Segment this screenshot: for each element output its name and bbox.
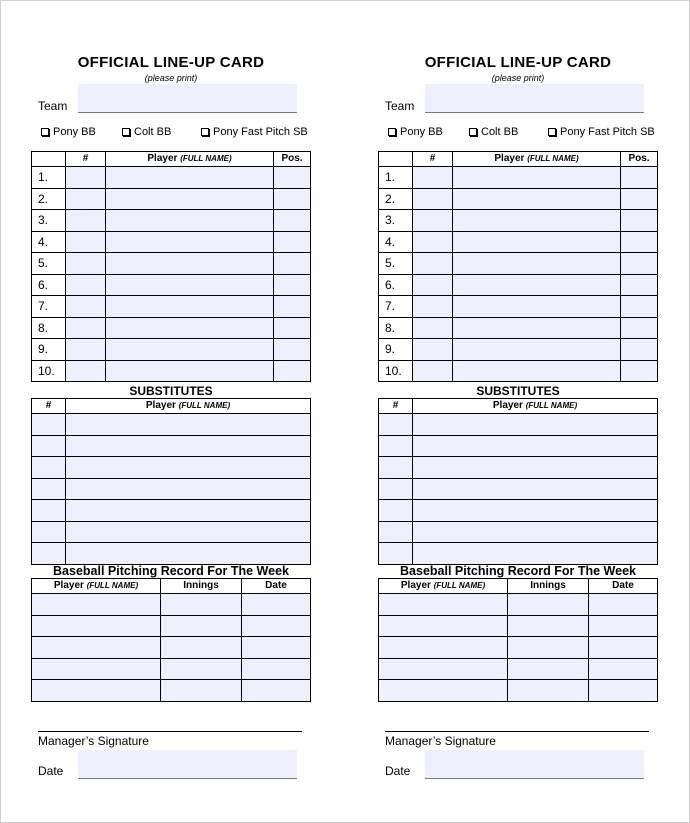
league-option[interactable] — [548, 126, 655, 138]
pitch-date-cell[interactable] — [242, 615, 311, 637]
signature-label: Manager’s Signature — [385, 734, 496, 748]
innings-cell[interactable] — [508, 594, 589, 616]
substitute-number-cell[interactable] — [32, 543, 66, 565]
substitute-row — [379, 500, 658, 522]
substitute-row — [32, 414, 311, 436]
pitching-record-table — [31, 578, 311, 702]
position-cell[interactable] — [274, 231, 311, 253]
league-option[interactable] — [201, 126, 308, 138]
player-name-cell[interactable] — [106, 339, 274, 361]
pitch-date-cell[interactable] — [242, 594, 311, 616]
position-cell[interactable] — [274, 317, 311, 339]
lineup-order-number: 5. — [379, 253, 413, 275]
uniform-number-cell[interactable] — [66, 253, 106, 275]
colt-bb-checkbox-icon[interactable] — [122, 128, 130, 136]
substitutes-header-player — [413, 399, 658, 414]
substitutes-title: SUBSTITUTES — [476, 384, 560, 398]
position-cell[interactable] — [621, 296, 658, 318]
lineup-header-player-label: Player — [494, 153, 525, 164]
player-name-cell[interactable] — [106, 253, 274, 275]
position-cell[interactable] — [274, 167, 311, 189]
player-name-cell[interactable] — [453, 253, 621, 275]
substitute-name-cell[interactable] — [66, 500, 311, 522]
player-name-cell[interactable] — [106, 167, 274, 189]
uniform-number-cell[interactable] — [413, 360, 453, 382]
pitcher-name-cell[interactable] — [32, 637, 161, 659]
substitute-row — [379, 543, 658, 565]
pitching-header-innings: Innings — [508, 579, 589, 594]
league-option[interactable] — [41, 126, 96, 138]
pitching-row — [379, 594, 658, 616]
lineup-row — [379, 188, 658, 210]
innings-cell[interactable] — [508, 680, 589, 702]
player-name-cell[interactable] — [453, 339, 621, 361]
position-cell[interactable] — [274, 188, 311, 210]
lineup-table — [31, 151, 311, 382]
substitute-number-cell[interactable] — [32, 500, 66, 522]
league-option-label: Pony Fast Pitch SB — [560, 126, 655, 138]
substitute-name-cell[interactable] — [66, 478, 311, 500]
pony-bb-checkbox-icon[interactable] — [41, 128, 49, 136]
pitching-row — [32, 615, 311, 637]
substitute-row — [32, 457, 311, 479]
pitching-header-player-label: Player — [400, 580, 431, 591]
uniform-number-cell[interactable] — [66, 317, 106, 339]
lineup-order-number: 10. — [32, 360, 66, 382]
pitch-date-cell[interactable] — [242, 658, 311, 680]
position-cell[interactable] — [274, 296, 311, 318]
position-cell[interactable] — [621, 210, 658, 232]
league-option-label: Colt BB — [134, 126, 172, 138]
team-input[interactable] — [425, 84, 644, 113]
league-options — [378, 126, 658, 142]
lineup-header-row — [32, 152, 311, 167]
position-cell[interactable] — [621, 167, 658, 189]
lineup-row — [32, 339, 311, 361]
substitute-number-cell[interactable] — [32, 521, 66, 543]
player-name-cell[interactable] — [453, 167, 621, 189]
card-subtitle: (please print) — [144, 73, 198, 83]
lineup-row — [379, 274, 658, 296]
pitching-header-player — [32, 579, 161, 594]
uniform-number-cell[interactable] — [66, 210, 106, 232]
player-name-cell[interactable] — [106, 210, 274, 232]
substitute-name-cell[interactable] — [66, 521, 311, 543]
substitute-name-cell[interactable] — [413, 521, 658, 543]
substitutes-table — [378, 398, 658, 565]
player-name-cell[interactable] — [453, 231, 621, 253]
substitute-name-cell[interactable] — [66, 435, 311, 457]
player-name-cell[interactable] — [453, 210, 621, 232]
lineup-row — [32, 317, 311, 339]
substitutes-header-row — [32, 399, 311, 414]
pitching-row — [379, 658, 658, 680]
league-option-label: Pony BB — [53, 126, 96, 138]
position-cell[interactable] — [274, 339, 311, 361]
lineup-row — [32, 188, 311, 210]
uniform-number-cell[interactable] — [413, 167, 453, 189]
substitute-row — [32, 521, 311, 543]
lineup-order-number: 6. — [32, 274, 66, 296]
lineup-row — [379, 360, 658, 382]
player-name-cell[interactable] — [106, 296, 274, 318]
lineup-order-number: 1. — [32, 167, 66, 189]
substitute-name-cell[interactable] — [66, 457, 311, 479]
lineup-card-left — [31, 0, 311, 823]
pitcher-name-cell[interactable] — [379, 637, 508, 659]
pitcher-name-cell[interactable] — [32, 680, 161, 702]
substitute-number-cell[interactable] — [32, 414, 66, 436]
position-cell[interactable] — [274, 210, 311, 232]
card-title: OFFICIAL LINE-UP CARD — [77, 54, 265, 71]
lineup-row — [32, 296, 311, 318]
colt-bb-checkbox-icon[interactable] — [469, 128, 477, 136]
pitch-date-cell[interactable] — [242, 680, 311, 702]
position-cell[interactable] — [621, 360, 658, 382]
card-title: OFFICIAL LINE-UP CARD — [424, 54, 612, 71]
pitcher-name-cell[interactable] — [32, 594, 161, 616]
substitutes-title: SUBSTITUTES — [129, 384, 213, 398]
pitch-date-cell[interactable] — [589, 680, 658, 702]
lineup-row — [32, 274, 311, 296]
uniform-number-cell[interactable] — [413, 210, 453, 232]
pitching-header-player-note: (FULL NAME) — [433, 581, 486, 590]
substitute-number-cell[interactable] — [32, 457, 66, 479]
substitute-name-cell[interactable] — [413, 457, 658, 479]
team-label: Team — [385, 99, 415, 113]
lineup-header-player — [453, 152, 621, 167]
lineup-row — [32, 231, 311, 253]
pitching-record-table — [378, 578, 658, 702]
substitute-number-cell[interactable] — [379, 457, 413, 479]
pitching-row — [379, 680, 658, 702]
lineup-order-number: 9. — [32, 339, 66, 361]
player-name-cell[interactable] — [453, 360, 621, 382]
date-input[interactable] — [78, 750, 297, 779]
pitch-date-cell[interactable] — [589, 658, 658, 680]
substitutes-header-number: # — [379, 399, 413, 414]
pitcher-name-cell[interactable] — [379, 615, 508, 637]
substitute-name-cell[interactable] — [413, 500, 658, 522]
innings-cell[interactable] — [508, 637, 589, 659]
lineup-row — [379, 231, 658, 253]
substitutes-header-player-note: (FULL NAME) — [178, 401, 231, 410]
lineup-row — [379, 339, 658, 361]
pitcher-name-cell[interactable] — [32, 615, 161, 637]
date-label: Date — [385, 764, 411, 778]
substitute-row — [32, 478, 311, 500]
lineup-header-number: # — [66, 152, 106, 167]
lineup-card-right — [378, 0, 658, 823]
substitutes-header-player-note: (FULL NAME) — [525, 401, 578, 410]
lineup-header-player — [106, 152, 274, 167]
lineup-order-number: 3. — [379, 210, 413, 232]
substitute-name-cell[interactable] — [66, 543, 311, 565]
lineup-order-number: 4. — [379, 231, 413, 253]
lineup-row — [379, 253, 658, 275]
substitute-name-cell[interactable] — [66, 414, 311, 436]
league-option[interactable] — [122, 126, 171, 138]
lineup-row — [32, 210, 311, 232]
innings-cell[interactable] — [161, 594, 242, 616]
lineup-row — [32, 360, 311, 382]
pitching-header-player-label: Player — [53, 580, 84, 591]
pitch-date-cell[interactable] — [589, 637, 658, 659]
pitching-row — [32, 637, 311, 659]
lineup-row — [379, 296, 658, 318]
substitute-number-cell[interactable] — [379, 500, 413, 522]
team-label: Team — [38, 99, 68, 113]
lineup-row — [32, 167, 311, 189]
league-options — [31, 126, 311, 142]
lineup-order-number: 2. — [32, 188, 66, 210]
player-name-cell[interactable] — [106, 360, 274, 382]
pitching-header-row — [379, 579, 658, 594]
position-cell[interactable] — [621, 317, 658, 339]
position-cell[interactable] — [621, 339, 658, 361]
lineup-header-blank — [379, 152, 413, 167]
player-name-cell[interactable] — [453, 274, 621, 296]
pitching-row — [32, 594, 311, 616]
pitching-record-title: Baseball Pitching Record For The Week — [400, 564, 636, 578]
lineup-order-number: 1. — [379, 167, 413, 189]
date-label: Date — [38, 764, 64, 778]
pitching-record-title: Baseball Pitching Record For The Week — [53, 564, 289, 578]
uniform-number-cell[interactable] — [66, 360, 106, 382]
substitute-number-cell[interactable] — [379, 478, 413, 500]
lineup-order-number: 7. — [379, 296, 413, 318]
lineup-row — [379, 167, 658, 189]
position-cell[interactable] — [621, 274, 658, 296]
card-subtitle: (please print) — [491, 73, 545, 83]
player-name-cell[interactable] — [453, 188, 621, 210]
uniform-number-cell[interactable] — [413, 274, 453, 296]
substitutes-header-row — [379, 399, 658, 414]
league-option[interactable] — [469, 126, 518, 138]
innings-cell[interactable] — [161, 658, 242, 680]
pony-bb-checkbox-icon[interactable] — [388, 128, 396, 136]
position-cell[interactable] — [621, 253, 658, 275]
innings-cell[interactable] — [508, 658, 589, 680]
signature-line[interactable] — [38, 731, 302, 732]
substitute-row — [379, 521, 658, 543]
substitute-row — [32, 500, 311, 522]
lineup-header-player-note: (FULL NAME) — [527, 154, 579, 163]
signature-line[interactable] — [385, 731, 649, 732]
player-name-cell[interactable] — [106, 231, 274, 253]
uniform-number-cell[interactable] — [66, 231, 106, 253]
innings-cell[interactable] — [161, 637, 242, 659]
substitute-name-cell[interactable] — [413, 478, 658, 500]
lineup-header-blank — [32, 152, 66, 167]
uniform-number-cell[interactable] — [413, 296, 453, 318]
lineup-order-number: 7. — [32, 296, 66, 318]
innings-cell[interactable] — [508, 615, 589, 637]
pony-fast-pitch-checkbox-icon[interactable] — [548, 128, 556, 136]
lineup-order-number: 4. — [32, 231, 66, 253]
innings-cell[interactable] — [161, 615, 242, 637]
uniform-number-cell[interactable] — [66, 188, 106, 210]
lineup-header-player-label: Player — [147, 153, 178, 164]
player-name-cell[interactable] — [453, 296, 621, 318]
lineup-order-number: 3. — [32, 210, 66, 232]
substitute-number-cell[interactable] — [379, 435, 413, 457]
innings-cell[interactable] — [161, 680, 242, 702]
uniform-number-cell[interactable] — [66, 167, 106, 189]
substitute-name-cell[interactable] — [413, 543, 658, 565]
lineup-header-position: Pos. — [621, 152, 658, 167]
pitching-header-player-note: (FULL NAME) — [86, 581, 139, 590]
uniform-number-cell[interactable] — [413, 253, 453, 275]
pitching-header-date: Date — [589, 579, 658, 594]
position-cell[interactable] — [274, 274, 311, 296]
lineup-header-player-note: (FULL NAME) — [180, 154, 232, 163]
lineup-row — [379, 210, 658, 232]
substitutes-header-number: # — [32, 399, 66, 414]
substitute-number-cell[interactable] — [379, 543, 413, 565]
lineup-order-number: 6. — [379, 274, 413, 296]
substitute-name-cell[interactable] — [413, 435, 658, 457]
uniform-number-cell[interactable] — [413, 231, 453, 253]
lineup-order-number: 8. — [379, 317, 413, 339]
league-option[interactable] — [388, 126, 443, 138]
substitute-number-cell[interactable] — [32, 478, 66, 500]
substitutes-table — [31, 398, 311, 565]
league-option-label: Pony BB — [400, 126, 443, 138]
lineup-row — [379, 317, 658, 339]
pitching-header-date: Date — [242, 579, 311, 594]
uniform-number-cell[interactable] — [66, 296, 106, 318]
uniform-number-cell[interactable] — [66, 339, 106, 361]
uniform-number-cell[interactable] — [66, 274, 106, 296]
pitching-row — [379, 615, 658, 637]
position-cell[interactable] — [274, 360, 311, 382]
uniform-number-cell[interactable] — [413, 188, 453, 210]
pitching-header-player — [379, 579, 508, 594]
pitching-header-row — [32, 579, 311, 594]
league-option-label: Colt BB — [481, 126, 519, 138]
pitcher-name-cell[interactable] — [32, 658, 161, 680]
uniform-number-cell[interactable] — [413, 317, 453, 339]
team-input[interactable] — [78, 84, 297, 113]
position-cell[interactable] — [274, 253, 311, 275]
substitute-row — [32, 435, 311, 457]
lineup-header-row — [379, 152, 658, 167]
pitching-header-innings: Innings — [161, 579, 242, 594]
substitutes-header-player — [66, 399, 311, 414]
lineup-row — [32, 253, 311, 275]
position-cell[interactable] — [621, 188, 658, 210]
lineup-order-number: 5. — [32, 253, 66, 275]
pitch-date-cell[interactable] — [589, 615, 658, 637]
substitutes-header-player-label: Player — [145, 400, 176, 411]
pitch-date-cell[interactable] — [242, 637, 311, 659]
player-name-cell[interactable] — [106, 317, 274, 339]
position-cell[interactable] — [621, 231, 658, 253]
lineup-order-number: 9. — [379, 339, 413, 361]
lineup-order-number: 10. — [379, 360, 413, 382]
lineup-order-number: 8. — [32, 317, 66, 339]
pitcher-name-cell[interactable] — [379, 680, 508, 702]
league-option-label: Pony Fast Pitch SB — [213, 126, 308, 138]
signature-label: Manager’s Signature — [38, 734, 149, 748]
pitcher-name-cell[interactable] — [379, 658, 508, 680]
substitute-number-cell[interactable] — [379, 414, 413, 436]
lineup-header-position: Pos. — [274, 152, 311, 167]
substitute-row — [379, 478, 658, 500]
substitute-number-cell[interactable] — [379, 521, 413, 543]
pitcher-name-cell[interactable] — [379, 594, 508, 616]
pitching-row — [32, 680, 311, 702]
substitute-row — [379, 435, 658, 457]
substitute-name-cell[interactable] — [413, 414, 658, 436]
uniform-number-cell[interactable] — [413, 339, 453, 361]
lineup-order-number: 2. — [379, 188, 413, 210]
substitute-row — [379, 414, 658, 436]
lineup-header-number: # — [413, 152, 453, 167]
substitute-number-cell[interactable] — [32, 435, 66, 457]
pony-fast-pitch-checkbox-icon[interactable] — [201, 128, 209, 136]
pitching-row — [379, 637, 658, 659]
date-input[interactable] — [425, 750, 644, 779]
player-name-cell[interactable] — [106, 188, 274, 210]
player-name-cell[interactable] — [453, 317, 621, 339]
substitute-row — [379, 457, 658, 479]
player-name-cell[interactable] — [106, 274, 274, 296]
lineup-table — [378, 151, 658, 382]
substitutes-header-player-label: Player — [492, 400, 523, 411]
substitute-row — [32, 543, 311, 565]
pitching-row — [32, 658, 311, 680]
pitch-date-cell[interactable] — [589, 594, 658, 616]
